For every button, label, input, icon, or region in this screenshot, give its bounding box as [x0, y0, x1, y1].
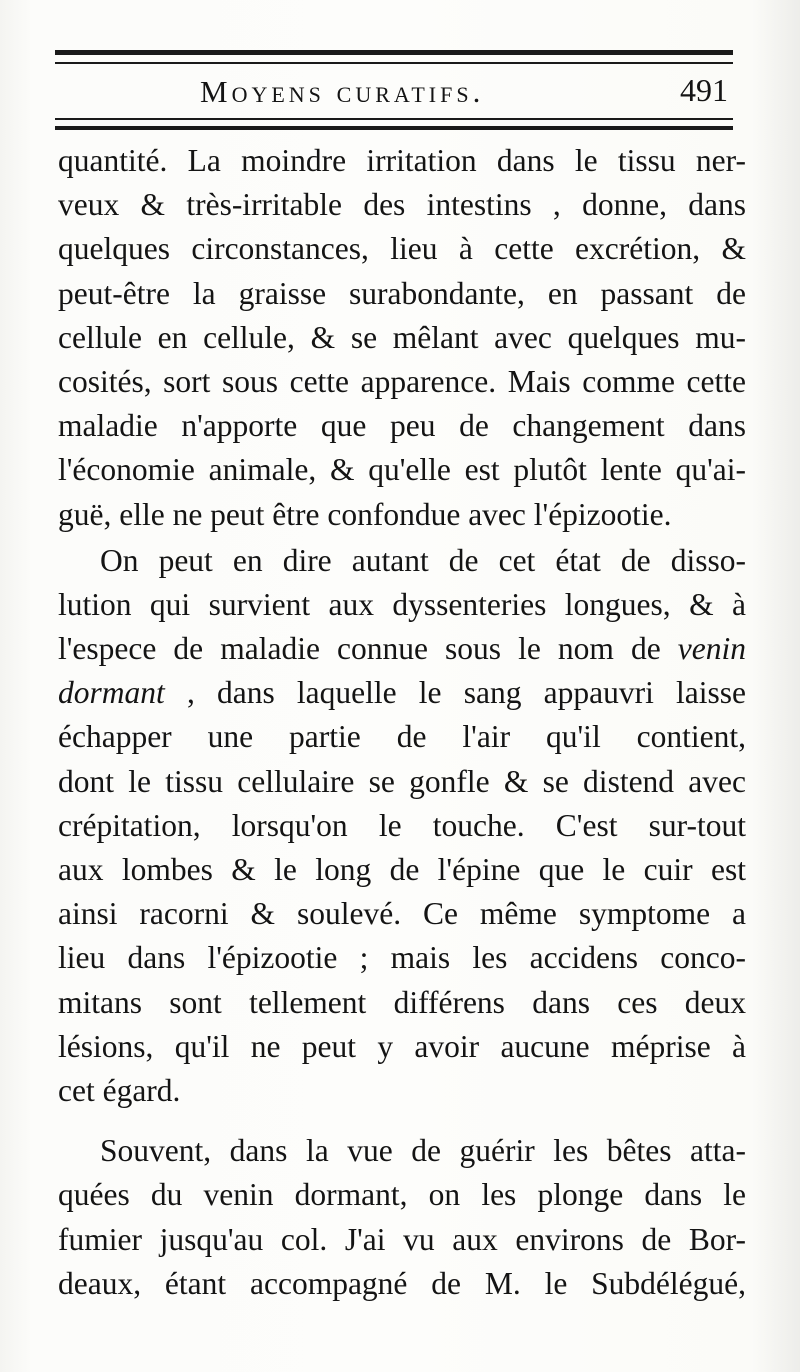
text-line: peut-être la graisse surabondante, en passant de	[58, 275, 746, 311]
text-line: fumier jusqu'au col. J'ai vu aux environs de Bor-	[58, 1221, 746, 1257]
header-rule-top-thin	[55, 62, 733, 64]
text-line: dont le tissu cellulaire se gonfle & se distend avec	[58, 763, 746, 799]
text-line: cet égard.	[58, 1072, 181, 1108]
text-line-with-italic	[58, 627, 746, 671]
paragraph-1	[58, 139, 746, 537]
header-rule-bottom	[55, 126, 733, 130]
body-text	[58, 139, 746, 1306]
text-line: quantité. La moindre irritation dans le tissu ner-	[58, 143, 746, 178]
text-line: maladie n'apporte que peu de changement dans	[58, 408, 746, 444]
text-line: crépitation, lorsqu'on le touche. C'est sur-tout	[58, 807, 746, 843]
text-line: mitans sont tellement différens dans ces deux	[58, 984, 746, 1020]
text-line: cellule en cellule, & se mêlant avec quelques mu-	[58, 319, 746, 355]
text-run: l'espece de maladie connue sous le nom de	[58, 631, 678, 667]
running-title: Moyens curatifs.	[200, 74, 485, 109]
text-line: lieu dans l'épizootie ; mais les accidens conco-	[58, 940, 746, 976]
header-rule-bottom-thin	[55, 118, 733, 120]
text-line: lution qui survient aux dyssenteries longues, & à	[58, 586, 746, 622]
italic-run: dormant	[58, 675, 165, 711]
paragraph-3	[58, 1129, 746, 1306]
page-number: 491	[680, 72, 728, 108]
text-line: l'économie animale, & qu'elle est plutôt lente qu'ai-	[58, 452, 746, 488]
header-rule-top	[55, 50, 733, 55]
text-line: échapper une partie de l'air qu'il contient,	[58, 719, 746, 755]
text-line: On peut en dire autant de cet état de disso-	[100, 542, 746, 578]
text-line: deaux, étant accompagné de M. le Subdélégué,	[58, 1265, 746, 1301]
text-line: quelques circonstances, lieu à cette excrétion, &	[58, 231, 746, 267]
text-run: , dans laquelle le sang appauvri laisse	[164, 675, 746, 711]
paragraph-2	[58, 539, 746, 1113]
text-line: veux & très-irritable des intestins , donne, dans	[58, 187, 746, 223]
text-line: lésions, qu'il ne peut y avoir aucune méprise à	[58, 1028, 746, 1064]
text-line-with-italic	[58, 671, 746, 715]
paragraph-spacer	[58, 1113, 746, 1129]
text-line: cosités, sort sous cette apparence. Mais comme cette	[58, 363, 746, 399]
italic-run: venin	[677, 631, 746, 667]
text-line: aux lombes & le long de l'épine que le cuir est	[58, 852, 746, 887]
text-line: guë, elle ne peut être confondue avec l'épizootie.	[58, 496, 672, 532]
text-line: Souvent, dans la vue de guérir les bêtes atta-	[100, 1133, 746, 1169]
text-line: ainsi racorni & soulevé. Ce même symptome a	[58, 896, 746, 932]
text-line: quées du venin dormant, on les plonge dans le	[58, 1177, 746, 1213]
